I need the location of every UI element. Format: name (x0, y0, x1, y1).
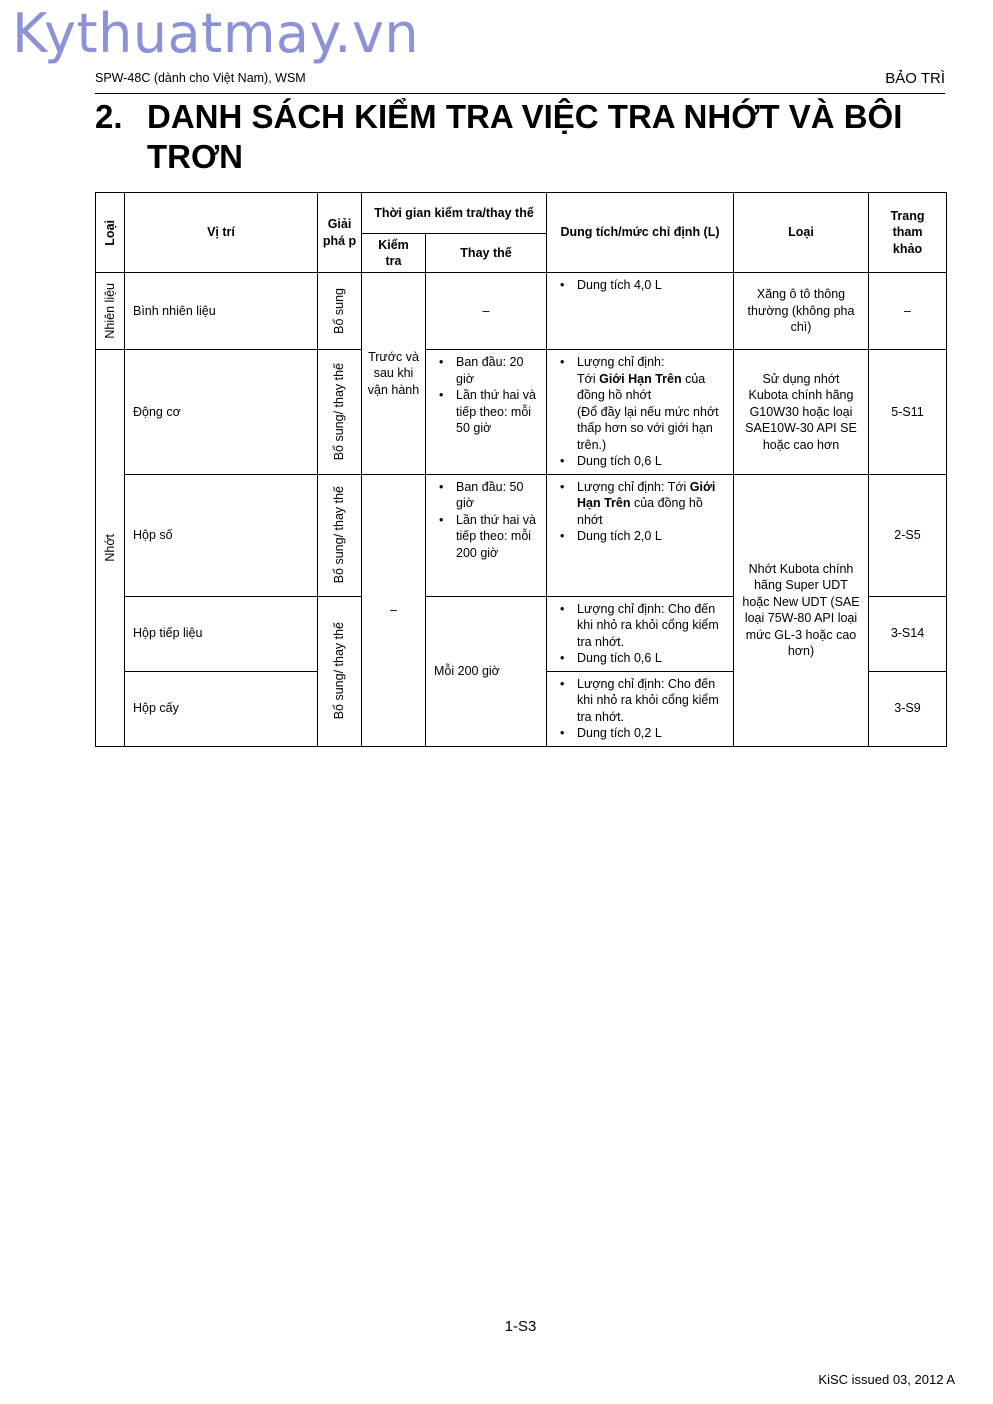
header-type: Loại (96, 193, 125, 273)
page-title (95, 97, 935, 177)
replace-every200: Mỗi 200 giờ (426, 596, 547, 746)
capacity-cell: • Lượng chỉ định: Tới Giới Hạn Trên của đồng hồ nhớt (Đổ đầy lại nếu mức nhớt thấp hơn so với giới hạn trên.) • Dung tích 0,6 L (547, 350, 734, 475)
header-replace: Thay thế (426, 234, 547, 273)
capacity-cell: • Lượng chỉ định: Cho đến khi nhỏ ra khỏi cổng kiểm tra nhớt. • Dung tích 0,6 L (547, 596, 734, 671)
capacity-cell: • Dung tích 4,0 L (547, 273, 734, 350)
ref-cell: 5-S11 (869, 350, 947, 475)
header-check: Kiểm tra (362, 234, 426, 273)
page-number: 1-S3 (504, 1318, 537, 1335)
header-section: BẢO TRÌ (885, 70, 945, 87)
table-row (96, 350, 947, 475)
ref-cell: – (869, 273, 947, 350)
header-kind: Loại (734, 193, 869, 273)
position-cell: Hộp số (125, 474, 318, 596)
table-row (96, 273, 947, 350)
position-cell: Hộp cấy (125, 671, 318, 746)
header-time-group: Thời gian kiểm tra/thay thế (362, 193, 547, 234)
solution-cell: Bổ sung (318, 273, 362, 350)
watermark: Kythuatmay.vn (12, 2, 420, 65)
group-oil: Nhớt (96, 350, 125, 747)
title-number: 2. (95, 98, 123, 135)
check-before-after: Trước và sau khi vận hành (362, 273, 426, 475)
group-fuel: Nhiên liệu (96, 273, 125, 350)
solution-cell: Bổ sung/ thay thế (318, 350, 362, 475)
capacity-cell: • Lượng chỉ định: Cho đến khi nhỏ ra khỏi cổng kiểm tra nhớt. • Dung tích 0,2 L (547, 671, 734, 746)
oil-kind-cell: Nhớt Kubota chính hãng Super UDT hoặc New UDT (SAE loại 75W-80 API loại mức GL-3 hoặc cao hơn) (734, 474, 869, 746)
position-cell: Động cơ (125, 350, 318, 475)
position-cell: Hộp tiếp liệu (125, 596, 318, 671)
ref-cell: 3-S9 (869, 671, 947, 746)
title-text: DANH SÁCH KIỂM TRA VIỆC TRA NHỚT VÀ BÔI TRƠN (147, 98, 903, 175)
header-solution: Giải phá p (318, 193, 362, 273)
capacity-cell: • Lượng chỉ định: Tới Giới Hạn Trên của đồng hồ nhớt • Dung tích 2,0 L (547, 474, 734, 596)
header-ref: Trang tham khảo (869, 193, 947, 273)
solution-cell: Bổ sung/ thay thế (318, 474, 362, 596)
header-capacity: Dung tích/mức chỉ định (L) (547, 193, 734, 273)
table-row (96, 474, 947, 596)
position-cell: Bình nhiên liệu (125, 273, 318, 350)
header-rule (95, 93, 945, 94)
ref-cell: 2-S5 (869, 474, 947, 596)
replace-cell: – (426, 273, 547, 350)
kind-cell: Sử dụng nhớt Kubota chính hãng G10W30 hoặc loại SAE10W-30 API SE hoặc cao hơn (734, 350, 869, 475)
ref-cell: 3-S14 (869, 596, 947, 671)
kind-cell: Xăng ô tô thông thường (không pha chì) (734, 273, 869, 350)
header-model: SPW-48C (dành cho Việt Nam), WSM (95, 71, 306, 85)
replace-cell: • Ban đầu: 50 giờ • Lần thứ hai và tiếp theo: mỗi 200 giờ (426, 474, 547, 596)
replace-cell: • Ban đầu: 20 giờ • Lần thứ hai và tiếp theo: mỗi 50 giờ (426, 350, 547, 475)
lubrication-table (95, 192, 947, 747)
solution-cell-merged: Bổ sung/ thay thế (318, 596, 362, 746)
issue-note: KiSC issued 03, 2012 A (818, 1372, 955, 1387)
check-dash: – (362, 474, 426, 746)
header-position: Vị trí (125, 193, 318, 273)
